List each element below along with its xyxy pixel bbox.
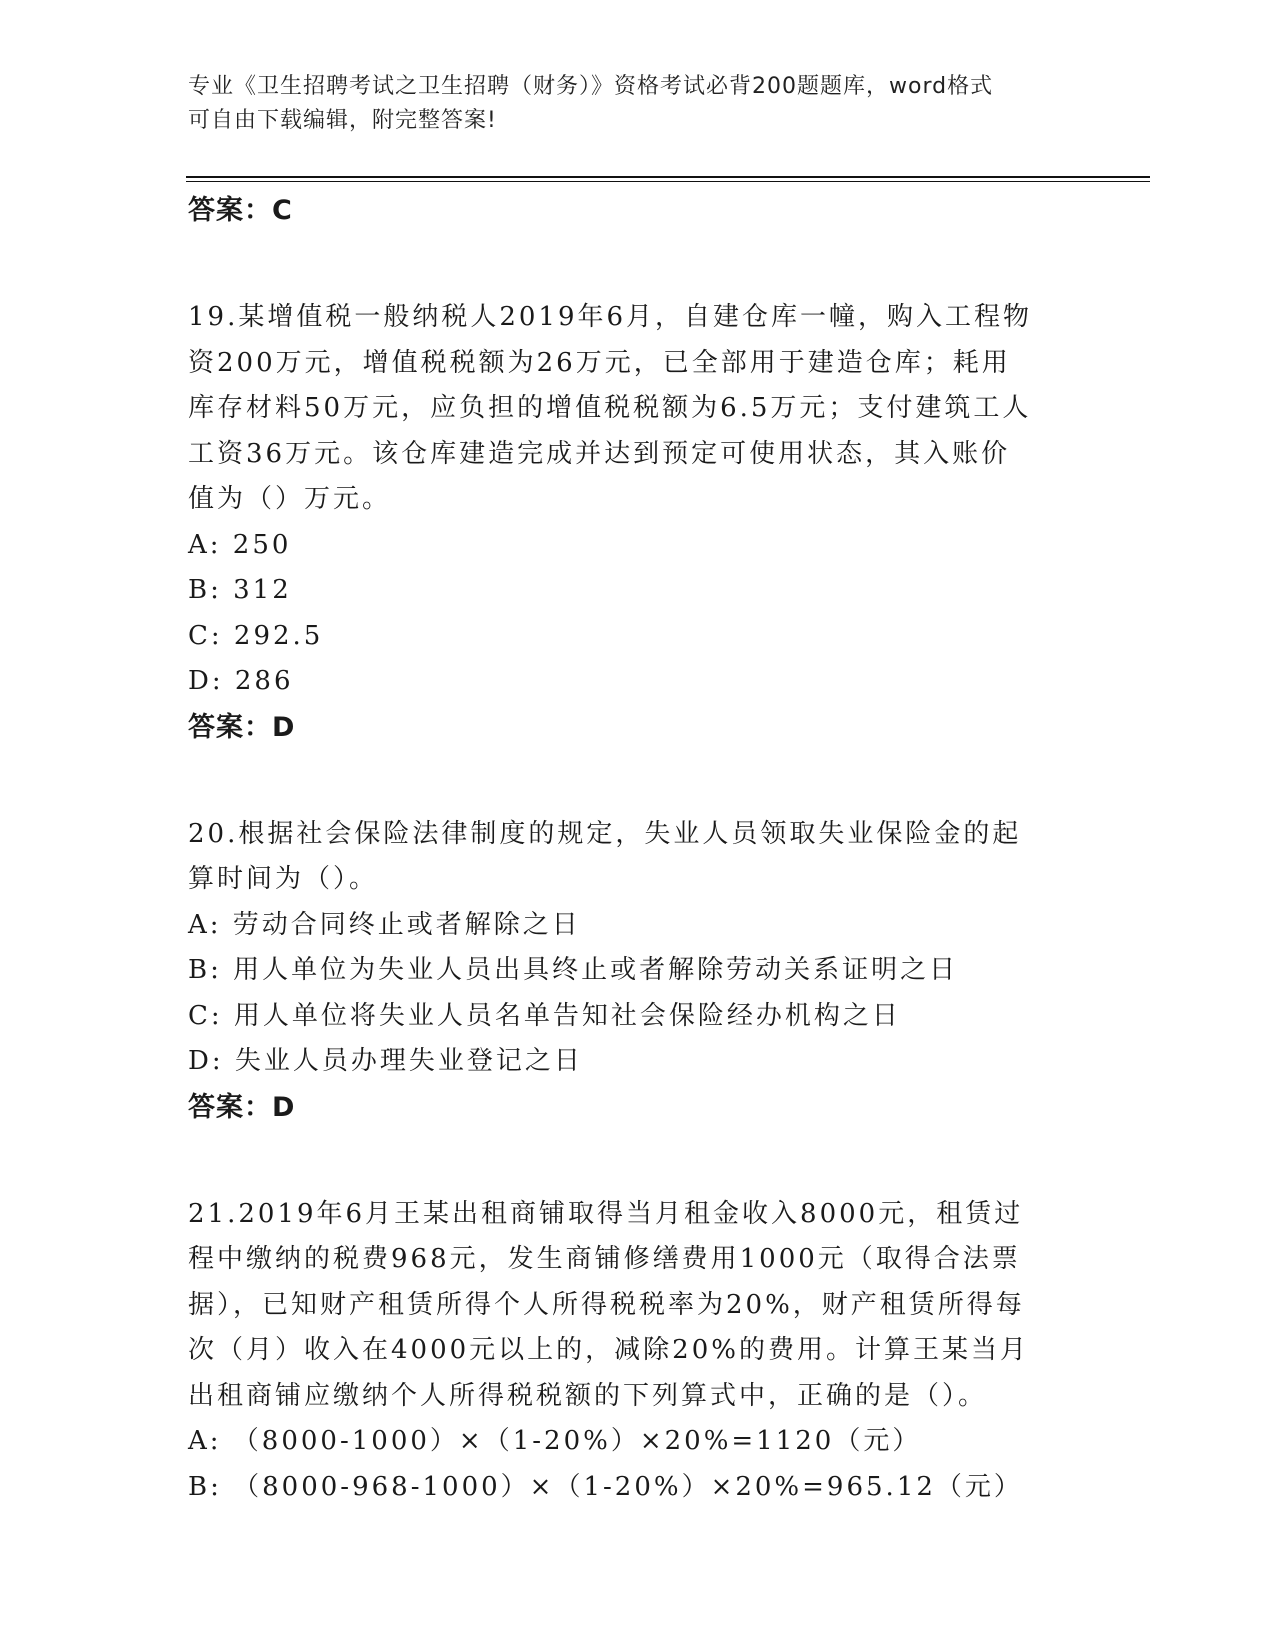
option-b: B: 用人单位为失业人员出具终止或者解除劳动关系证明之日 (188, 955, 959, 985)
header-line-2: 可自由下载编辑，附完整答案! (188, 108, 497, 133)
header-line-1: 专业《卫生招聘考试之卫生招聘（财务）》资格考试必背200题题库，word格式 (188, 74, 994, 99)
document-header (188, 70, 1088, 138)
answer: 答案：D (188, 1091, 296, 1123)
option-c: C: 292.5 (188, 620, 324, 651)
header-rule-thick (186, 176, 1150, 178)
question-block (188, 295, 1088, 751)
question-block (188, 812, 1088, 1131)
option-b: B: 312 (188, 575, 292, 605)
option-a: A: （8000-1000）×（1-20%）×20%=1120（元） (188, 1426, 922, 1456)
question-content (188, 188, 1088, 1510)
option-a: A: 250 (188, 529, 292, 560)
previous-answer: 答案：C (188, 195, 293, 226)
answer: 答案：D (188, 711, 296, 743)
question-block (188, 1192, 1088, 1511)
header-rule-thin (186, 181, 1150, 182)
question-text: 20.根据社会保险法律制度的规定，失业人员领取失业保险金的起算时间为（）。 (188, 818, 1022, 894)
option-d: D: 286 (188, 666, 294, 696)
option-a: A: 劳动合同终止或者解除之日 (188, 909, 581, 940)
option-d: D: 失业人员办理失业登记之日 (188, 1046, 583, 1076)
option-b: B: （8000-968-1000）×（1-20%）×20%=965.12（元） (188, 1471, 1023, 1502)
question-text: 21.2019年6月王某出租商铺取得当月租金收入8000元，租赁过程中缴纳的税费968元，发生商铺修缮费用1000元（取得合法票据），已知财产租赁所得个人所得税税率为20%，财产租赁所得每次（月）收入在4000元以上的，减除20%的费用。计算王某当月出租商铺应缴纳个人所得税税额的下列算式中，正确的是（）。 (188, 1198, 1029, 1411)
option-c: C: 用人单位将失业人员名单告知社会保险经办机构之日 (188, 1000, 901, 1031)
question-text: 19.某增值税一般纳税人2019年6月，自建仓库一幢，购入工程物资200万元，增值税税额为26万元，已全部用于建造仓库；耗用库存材料50万元，应负担的增值税税额为6.5万元；支付建筑工人工资36万元。该仓库建造完成并达到预定可使用状态，其入账价值为（）万元。 (188, 302, 1033, 514)
